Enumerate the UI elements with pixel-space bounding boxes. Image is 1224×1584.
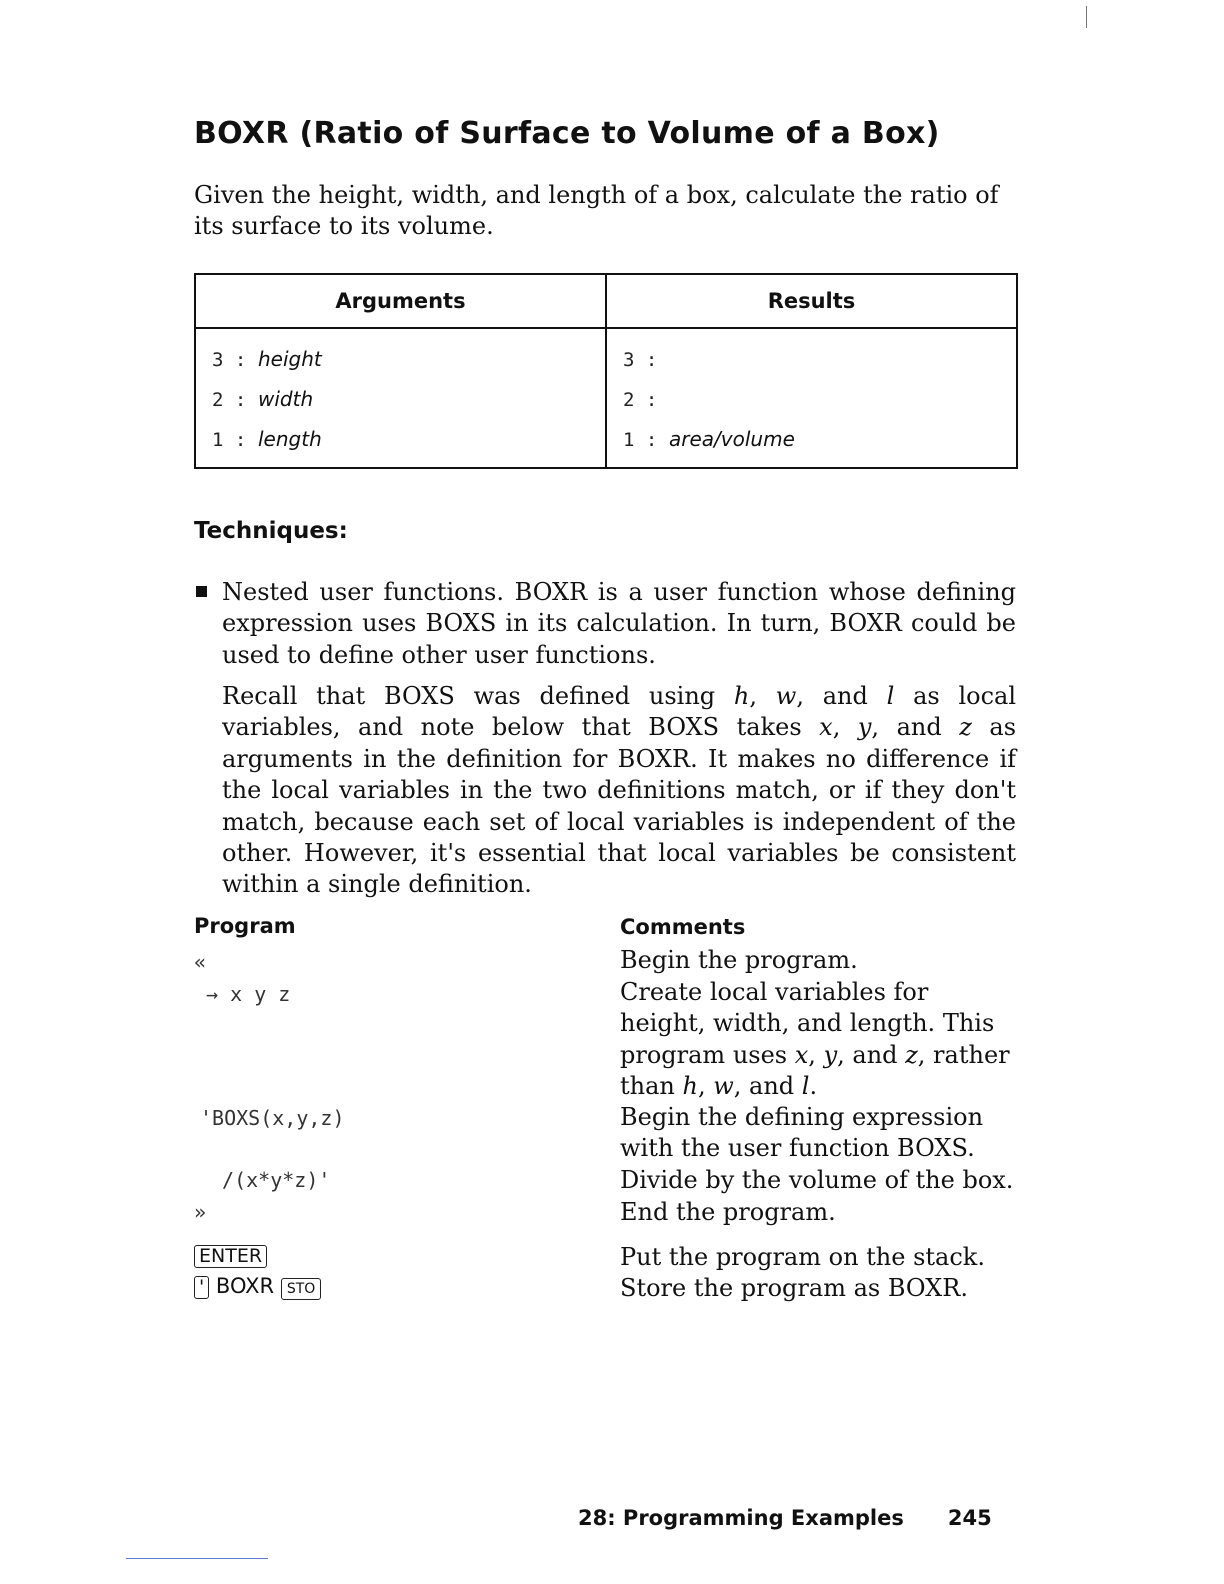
program-line: /(x*y*z)'	[210, 1168, 331, 1192]
stack-level: 3 :	[212, 349, 247, 371]
store-keystrokes	[194, 1274, 321, 1300]
program-line: «	[194, 950, 207, 974]
bottom-rule	[126, 1558, 268, 1559]
program-name: BOXR	[215, 1274, 275, 1298]
program-line: »	[194, 1200, 207, 1224]
page-number: 245	[947, 1506, 992, 1530]
comment-divide: Divide by the volume of the box.	[620, 1166, 1014, 1194]
intro-paragraph: Given the height, width, and length of a box, calculate the ratio of its surface to its volume.	[194, 181, 999, 240]
arguments-header: Arguments	[195, 274, 606, 328]
enter-keystroke	[194, 1243, 267, 1268]
results-header: Results	[606, 274, 1017, 328]
stack-level: 1 :	[212, 429, 247, 451]
program-column-heading: Program	[194, 914, 296, 938]
enter-key: ENTER	[194, 1245, 267, 1268]
program-line: 'BOXS(x,y,z)	[200, 1106, 345, 1130]
comment-defining-expression: Begin the defining expression with the user function BOXS.	[620, 1103, 984, 1163]
comments-column-heading: Comments	[620, 915, 746, 939]
sto-key: STO	[281, 1278, 321, 1300]
stack-level: 1 :	[623, 429, 658, 451]
table-row	[195, 379, 1017, 419]
argument-value: length	[258, 427, 322, 451]
arguments-results-table	[194, 273, 1018, 469]
techniques-heading: Techniques:	[194, 518, 348, 544]
stack-level: 2 :	[623, 389, 658, 411]
comment-local-variables: Create local variables for height, width, and length. This program uses x, y, and z, rather than h, w, and l.	[620, 978, 1010, 1101]
argument-value: height	[258, 347, 322, 371]
table-row	[195, 419, 1017, 468]
comment-begin: Begin the program.	[620, 946, 858, 974]
comment-end: End the program.	[620, 1198, 836, 1226]
result-value: area/volume	[669, 427, 795, 451]
technique-paragraph-1: Nested user functions. BOXR is a user function whose defining expression uses BOXS in its calculation. In turn, BOXR could be used to define other user functions.	[222, 578, 1016, 669]
page-edge-mark	[1086, 6, 1087, 28]
argument-value: width	[258, 387, 314, 411]
stack-level: 3 :	[623, 349, 658, 371]
technique-paragraph-2: Recall that BOXS was defined using h, w, and l as local variables, and note below that BOXS takes x, y, and z as arguments in the definition for BOXR. It makes no difference if the local variables in the two definitions match, or if they don't match, because each set of local variables is independent of the other. However, it's essential that local variables be consistent within a single definition.	[222, 682, 1017, 899]
quote-key: '	[194, 1276, 209, 1299]
page-footer	[578, 1506, 992, 1530]
program-line: → x y z	[194, 982, 291, 1006]
comment-store: Store the program as BOXR.	[620, 1274, 968, 1302]
table-row	[195, 328, 1017, 379]
page-title: BOXR (Ratio of Surface to Volume of a Box)	[194, 116, 940, 151]
comment-put-on-stack: Put the program on the stack.	[620, 1243, 985, 1271]
bullet-square-icon	[196, 586, 207, 597]
chapter-title: 28: Programming Examples	[578, 1506, 904, 1530]
stack-level: 2 :	[212, 389, 247, 411]
